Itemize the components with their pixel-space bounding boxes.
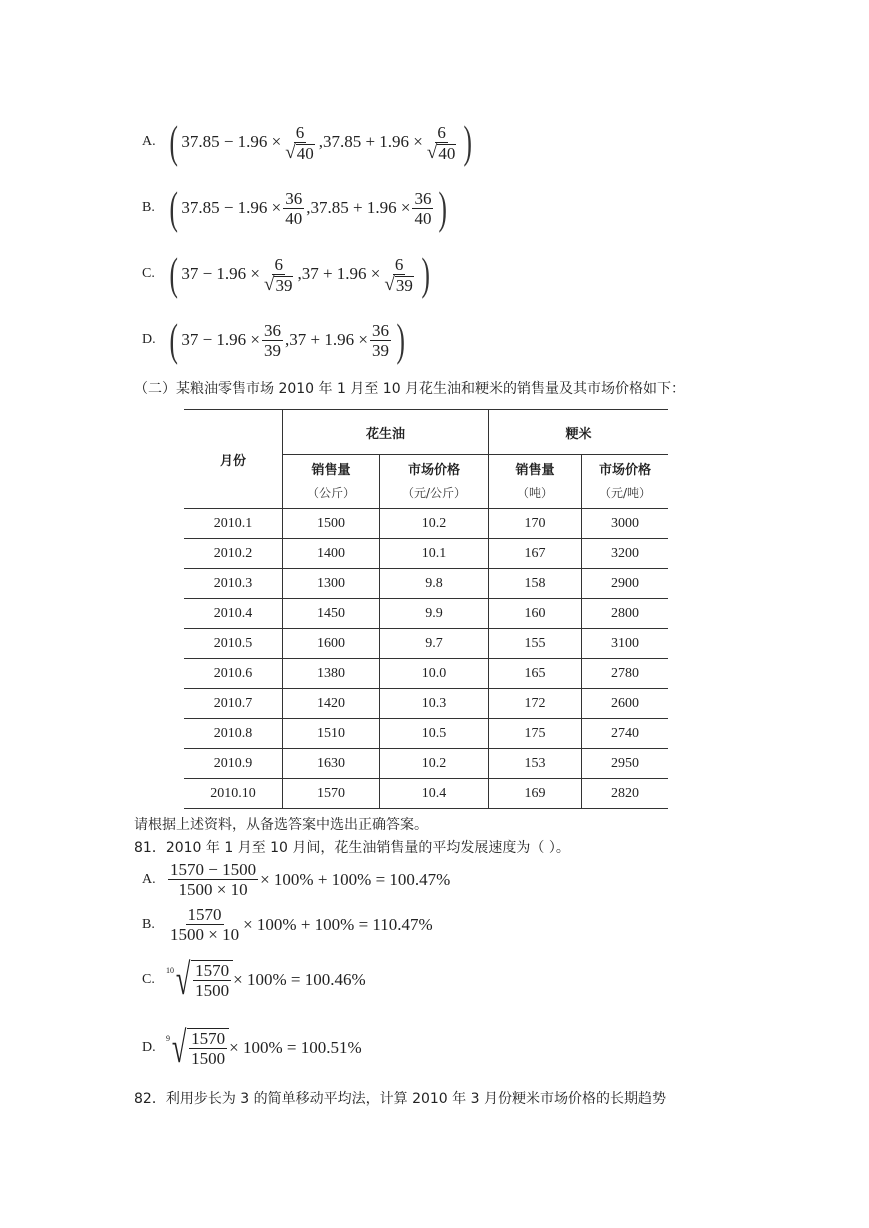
month-cell: 2010.10	[184, 779, 283, 809]
table-row	[184, 629, 668, 659]
table-cell: 9.7	[380, 629, 489, 659]
table-cell: 3200	[582, 539, 669, 569]
table-cell: 3100	[582, 629, 669, 659]
instruction-text: 请根据上述资料，从备选答案中选出正确答案。	[134, 817, 428, 833]
month-cell: 2010.5	[184, 629, 283, 659]
right-paren-icon: )	[421, 248, 430, 299]
q81-option-b[interactable]	[142, 905, 433, 944]
expr-part: 37 − 1.96 ×	[181, 264, 261, 283]
month-cell: 2010.1	[184, 509, 283, 539]
left-paren-icon: (	[169, 248, 178, 299]
fraction: 6 √ 39	[264, 254, 293, 295]
table-row	[184, 599, 668, 629]
radical-icon: √	[175, 955, 191, 1004]
q81-option-c[interactable]	[142, 955, 366, 1004]
table-row	[184, 719, 668, 749]
table-cell: 170	[489, 509, 582, 539]
table-cell: 165	[489, 659, 582, 689]
table-cell: 1420	[283, 689, 380, 719]
table-cell: 3000	[582, 509, 669, 539]
option-label: A.	[142, 871, 156, 887]
header-peanut-oil: 花生油	[283, 410, 489, 455]
subheader-cell: 市场价格 （元/公斤）	[380, 455, 489, 509]
table-cell: 10.2	[380, 509, 489, 539]
q81-option-d[interactable]	[142, 1023, 362, 1072]
expr-part: ,37 + 1.96 ×	[285, 330, 368, 349]
table-cell: 1450	[283, 599, 380, 629]
left-paren-icon: (	[169, 182, 178, 233]
question-82: 82．利用步长为 3 的简单移动平均法，计算 2010 年 3 月份粳米市场价格的长期趋势	[134, 1091, 666, 1107]
radical-icon: √	[171, 1023, 187, 1072]
table-cell: 1600	[283, 629, 380, 659]
table-cell: 1500	[283, 509, 380, 539]
option-label: C.	[142, 972, 155, 987]
table-cell: 1630	[283, 749, 380, 779]
option-label: C.	[142, 266, 155, 281]
option-b[interactable]	[142, 182, 451, 233]
fraction: $\frac{36}{40}$	[285, 188, 303, 228]
table-row	[184, 689, 668, 719]
table-cell: 10.5	[380, 719, 489, 749]
fraction: 6 √ 40	[426, 122, 456, 163]
table-row	[184, 569, 668, 599]
left-paren-icon: (	[169, 314, 178, 365]
table-cell: 10.4	[380, 779, 489, 809]
right-paren-icon: )	[438, 182, 448, 233]
expr-part: × 100% + 100% = 110.47%	[243, 914, 433, 934]
table-row	[184, 509, 668, 539]
header-month: 月份	[184, 410, 283, 509]
fraction: 6 √ 40	[285, 122, 314, 163]
nth-root	[166, 955, 233, 1004]
month-cell: 2010.3	[184, 569, 283, 599]
table-row	[184, 749, 668, 779]
table-cell: 9.8	[380, 569, 489, 599]
table-cell: 10.0	[380, 659, 489, 689]
table-cell: 175	[489, 719, 582, 749]
table-cell: 158	[489, 569, 582, 599]
month-cell: 2010.6	[184, 659, 283, 689]
root-index: 9	[166, 1033, 170, 1043]
table-cell: 1380	[283, 659, 380, 689]
table-cell: 2950	[582, 749, 669, 779]
table-cell: 2780	[582, 659, 669, 689]
option-label: A.	[142, 134, 156, 149]
subheader-cell: 市场价格 （元/吨）	[582, 455, 669, 509]
table-cell: 1570	[283, 779, 380, 809]
table-cell: 172	[489, 689, 582, 719]
question-81: 81．2010 年 1 月至 10 月间，花生油销售量的平均发展速度为（ ）。	[134, 840, 570, 856]
table-cell: 9.9	[380, 599, 489, 629]
option-c[interactable]	[142, 248, 433, 299]
fraction: $\frac{1570}{1500 \times 10}$	[170, 905, 240, 944]
option-label: B.	[142, 916, 155, 932]
fraction: $\frac{36}{39}$	[371, 320, 389, 360]
fraction: $\frac{1570}{1500}$	[191, 1029, 226, 1068]
fraction: $\frac{36}{39}$	[264, 320, 282, 360]
expr-part: ,37.85 + 1.96 ×	[318, 132, 423, 151]
table-cell: 160	[489, 599, 582, 629]
table-row	[184, 779, 668, 809]
month-cell: 2010.7	[184, 689, 283, 719]
table-cell: 2820	[582, 779, 669, 809]
table-cell: 10.2	[380, 749, 489, 779]
table-row	[184, 659, 668, 689]
intro-text: （二）某粮油零售市场 2010 年 1 月至 10 月花生油和粳米的销售量及其市场价格如下：	[134, 381, 686, 397]
root-index: 10	[166, 965, 174, 975]
table-cell: 153	[489, 749, 582, 779]
table-cell: 1300	[283, 569, 380, 599]
table-cell: 2900	[582, 569, 669, 599]
table-cell: 169	[489, 779, 582, 809]
table-cell: 2740	[582, 719, 669, 749]
table-cell: 1510	[283, 719, 380, 749]
header-rice: 粳米	[489, 410, 669, 455]
q81-option-a[interactable]	[142, 860, 450, 899]
right-paren-icon: )	[396, 314, 405, 365]
month-cell: 2010.4	[184, 599, 283, 629]
nth-root	[166, 1023, 229, 1072]
expr-part: × 100% = 100.51%	[229, 1038, 362, 1057]
month-cell: 2010.2	[184, 539, 283, 569]
option-d[interactable]	[142, 314, 408, 365]
option-label: B.	[142, 200, 155, 215]
month-cell: 2010.8	[184, 719, 283, 749]
option-label: D.	[142, 1040, 156, 1055]
fraction: 6 √ 39	[384, 254, 413, 295]
data-table	[184, 409, 668, 809]
option-a[interactable]	[142, 116, 476, 167]
fraction: $\frac{36}{40}$	[414, 188, 432, 228]
expr-part: ,37 + 1.96 ×	[297, 264, 381, 283]
table-cell: 1400	[283, 539, 380, 569]
table-cell: 10.3	[380, 689, 489, 719]
subheader-cell: 销售量 （吨）	[489, 455, 582, 509]
table-cell: 10.1	[380, 539, 489, 569]
table-cell: 2600	[582, 689, 669, 719]
left-paren-icon: (	[169, 116, 178, 167]
expr-part: × 100% = 100.46%	[233, 970, 366, 989]
table-cell: 2800	[582, 599, 669, 629]
table-cell: 155	[489, 629, 582, 659]
expr-part: 37 − 1.96 ×	[181, 330, 261, 349]
expr-part: 37.85 − 1.96 ×	[181, 132, 282, 151]
expr-part: × 100% + 100% = 100.47%	[260, 869, 451, 889]
fraction: $\frac{1570}{1500}$	[195, 961, 230, 1000]
table-row	[184, 539, 668, 569]
subheader-cell: 销售量 （公斤）	[283, 455, 380, 509]
table-cell: 167	[489, 539, 582, 569]
right-paren-icon: )	[463, 116, 473, 167]
option-label: D.	[142, 332, 156, 347]
month-cell: 2010.9	[184, 749, 283, 779]
fraction: $\frac{1570 - 1500}{1500 \times 10}$	[170, 860, 257, 899]
expr-part: 37.85 − 1.96 ×	[181, 198, 282, 217]
expr-part: ,37.85 + 1.96 ×	[306, 198, 411, 217]
